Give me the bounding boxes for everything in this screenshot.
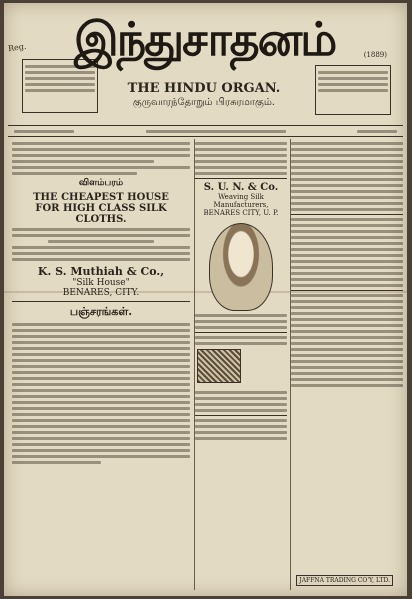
shop-name: "Silk House": [72, 278, 130, 288]
ad-heading: விளம்பரம்: [78, 178, 124, 188]
reg-number: (1889): [363, 51, 387, 59]
shop-city: BENARES, CITY.: [62, 288, 140, 298]
registration-stamp: Reg.: [7, 41, 27, 54]
section-heading: பஞ்சரங்கள்.: [69, 305, 133, 318]
english-title: THE HINDU ORGAN.: [127, 81, 281, 96]
masthead-title: இந்துசாதனம்: [74, 12, 336, 66]
left-column: [12, 139, 190, 590]
printer-stamp: JAFFNA TRADING CO'Y, LTD.: [296, 575, 393, 586]
sun-ad-name: S. U. N. & Co.: [203, 182, 279, 193]
merchant-name: K. S. Muthiah & Co.,: [37, 265, 165, 278]
sun-ad-line2: BENARES CITY, U. P.: [203, 209, 279, 217]
rates-box: [315, 65, 391, 115]
textile-swatch: [197, 349, 285, 387]
silk-ad-line2: FOR HIGH CLASS SILK CLOTHS.: [35, 203, 167, 225]
sun-ad-line1: Weaving Silk Manufacturers,: [213, 193, 269, 209]
weekly-subtitle: குருவாரந்தோறும் பிரசுரமாகும்.: [132, 97, 276, 108]
dateline: [8, 125, 403, 137]
portrait-engraving: [209, 223, 273, 311]
right-column: [290, 139, 403, 590]
silk-ad-line1: THE CHEAPEST HOUSE: [33, 192, 169, 203]
newspaper-page: [4, 3, 407, 596]
middle-column: [194, 139, 287, 590]
